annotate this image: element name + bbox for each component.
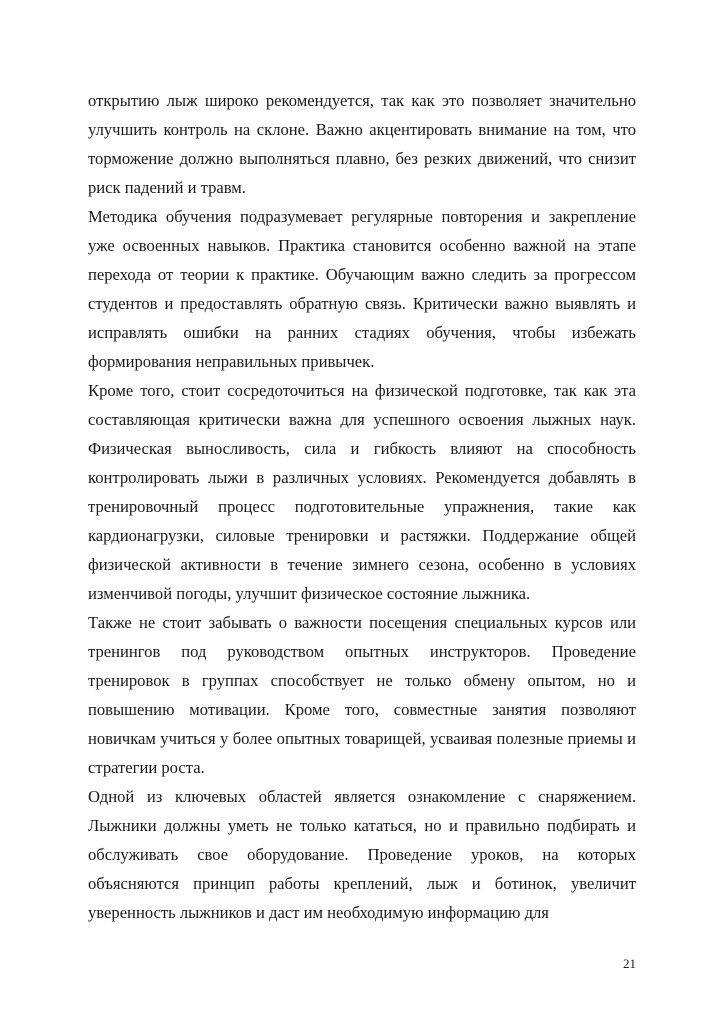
paragraph-braking: открытию лыж широко рекомендуется, так как это позволяет значительно улучшить контроль на склоне. Важно акцентировать внимание на том, что торможение должно выполняться плавно, без резких движений, что снизит риск падений и травм.	[88, 91, 636, 197]
paragraph-teaching-method: Методика обучения подразумевает регулярные повторения и закрепление уже освоенных навыков. Практика становится особенно важной на этапе перехода от теории к практике. Обучающим важно следить за прогрессом студентов и предоставлять обратную связь. Критически важно выявлять и исправлять ошибки на ранних стадиях обучения, чтобы избежать формирования неправильных привычек.	[88, 207, 636, 371]
page-body	[88, 86, 636, 927]
paragraph-physical-training: Кроме того, стоит сосредоточиться на физической подготовке, так как эта составляющая критически важна для успешного освоения лыжных наук. Физическая выносливость, сила и гибкость влияют на способность контролировать лыжи в различных условиях. Рекомендуется добавлять в тренировочный процесс подготовительные упражнения, такие как кардионагрузки, силовые тренировки и растяжки. Поддержание общей физической активности в течение зимнего сезона, особенно в условиях изменчивой погоды, улучшит физическое состояние лыжника.	[88, 381, 636, 603]
paragraph-equipment: Одной из ключевых областей является ознакомление с снаряжением. Лыжники должны уметь не только кататься, но и правильно подбирать и обслуживать свое оборудование. Проведение уроков, на которых объясняются принцип работы креплений, лыж и ботинок, увеличит уверенность лыжников и даст им необходимую информацию для	[88, 787, 636, 922]
page-number: 21	[623, 956, 636, 971]
paragraph-courses: Также не стоит забывать о важности посещения специальных курсов или тренингов под руководством опытных инструкторов. Проведение тренировок в группах способствует не только обмену опытом, но и повышению мотивации. Кроме того, совместные занятия позволяют новичкам учиться у более опытных товарищей, усваивая полезные приемы и стратегии роста.	[88, 613, 636, 777]
